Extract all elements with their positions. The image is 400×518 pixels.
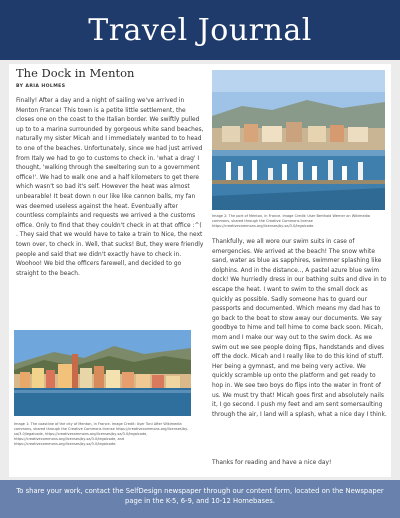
article-paragraph-left: Finally! After a day and a night of sailing we've arrived in Menton France! This town is a petite little settlement, the closes one on the coast to the Italian border. We swiftly pulled up to to a marina surrounded by gorgeous white sand beaches, naturally my sister Micah and I immediately wanted to to head to one of the beaches. Unfortunately, since we had just arrived from Italy we had to go to customs to check in. 'what a drag' I thought, 'walking through the sweltering sun to a government office!'. We had to walk one and a half kilometers to get there which wasn't so bad it's self. However the heat was almost unbearable! It beat down n our like like cannon balls, my fan was deemed useless against the heat. Eventually after countless complaints and requests we arrived a the customs office. Only to find that they couldn't check in at that office :^( . They said that we would have to take a train to Nice, the next town over, to check in. Well, that sucks! But, they were friendly people and said that we didn't exactly have to check in. Woohoo! We bid the officers farewell, and decided to go straight to the beach. [16,98,204,277]
page-title: Travel Journal [88,13,312,48]
header-banner [0,0,400,60]
footer-banner [0,480,400,518]
footer-text: To share your work, contact the SelfDesign newspaper through our content form, located on the Newspaper page in the K-5, 6-9, and 10-12 Homebases. [16,487,384,505]
article-closing: Thanks for reading and have a nice day! [212,460,332,466]
menton-coastline-photo [14,330,191,416]
article-byline: BY ARIA HOLMES [16,84,66,89]
image-1-caption: Image 1: The coastline of the city of Menton, in France. Image Credit: User Toni After Wikimedia commons, shared through the Creative Commons license https://creativecommons.org/licenses/by-sa/3.0/legalcode, https://creativecommons.org/licenses/by-sa/3.0/legalcode, https://creativecommons.org/licenses/by-sa/3.0/legalcode, and https://creativecommons.org/licenses/by-sa/3.0/legalcode. [14,422,189,446]
article-title: The Dock in Menton [16,66,135,80]
menton-port-photo [212,70,385,210]
article-paragraph-right: Thankfully, we all wore our swim suits in case of emergencies. We arrived at the beach! The snow white sand, water as blue as sapphires, swimmer splashing like dolphins. And in the distance.., A pastel azure blue swim dock! We hurriedly dress in our bathing suits and dive in to escape the heat. I want to swim to the small dock as quickly as possible. Sadly someone has to guard our passports and documented. Which means my dad has to go back to the boat to stow away our documents. We say goodbye to hime and tell hime to come back soon. Micah, mom and I make our way out to the swim dock. As we swim out we see people doing flips, handstands and dives off the dock. Micah and I really like to do this kind of stuff. Her being a gymnast, and me being very active. We quickly scramble up onto the platform and get ready to hop in. We see two boys do flips into the water in front of us. We must try that! Micah goes first and absolutely nails it, I go second. I push my feet and am sent somersaulting through the air, I land will a splash, what a nice day I think. [212,239,387,418]
image-2-caption: Image 2: The port of Menton, in France. Image Credit: User Berthold Werner on Wikimedia commons, shared through the Creative Commons license https://creativecommons.org/licenses/by-sa/3.0/legalcode. [212,214,370,228]
